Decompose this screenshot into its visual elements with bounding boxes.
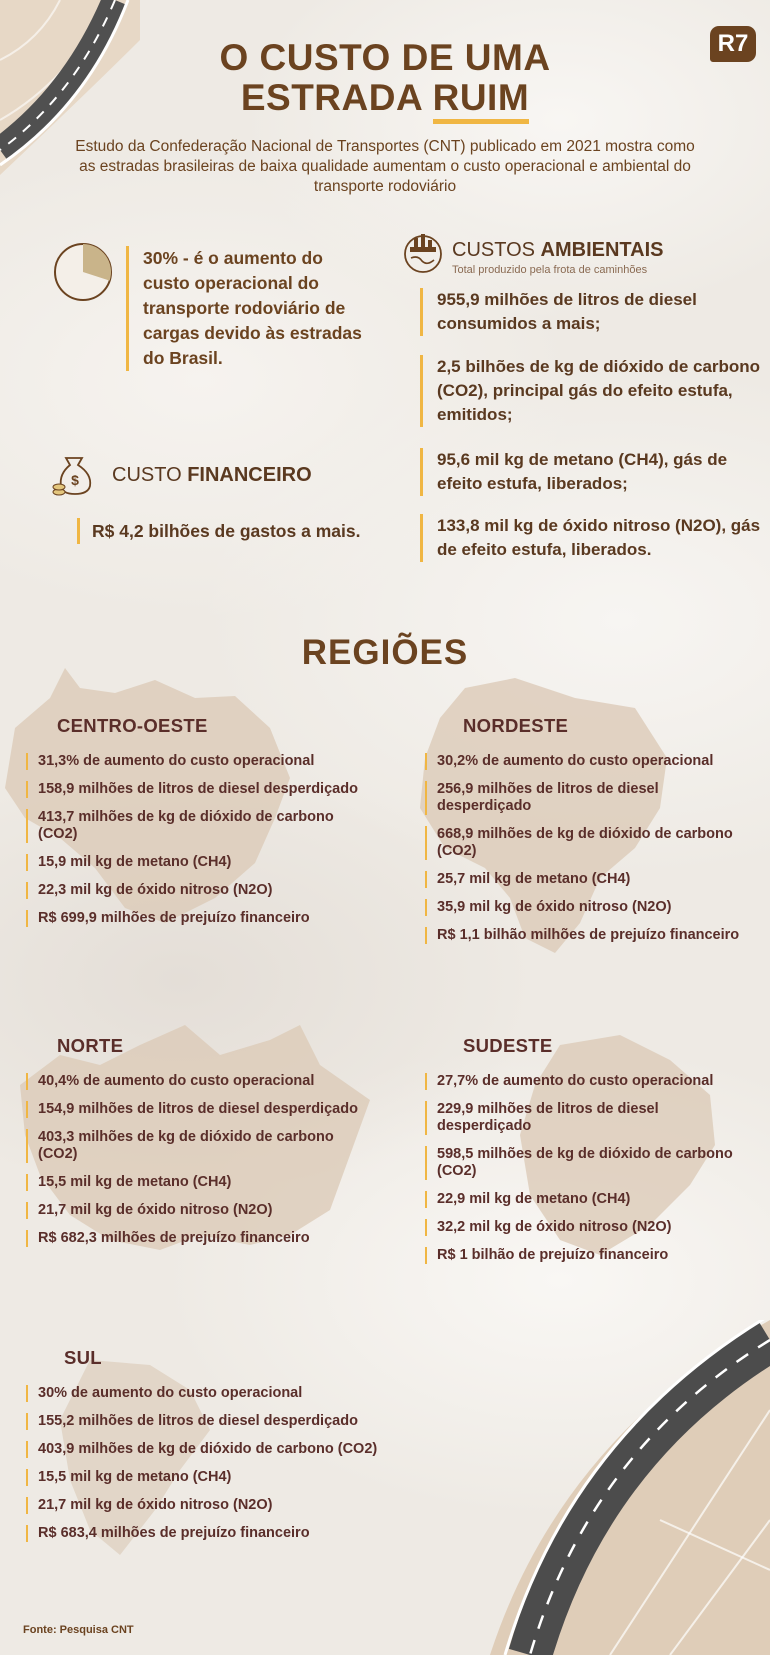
region-item: 22,3 mil kg de óxido nitroso (N2O) bbox=[26, 882, 376, 899]
title-line-2-text: ESTRADA bbox=[240, 77, 433, 118]
region-heading-sul bbox=[64, 1347, 102, 1369]
region-item: R$ 683,4 milhões de prejuízo financeiro bbox=[26, 1525, 446, 1542]
money-bag-icon bbox=[52, 452, 98, 498]
region-item: 403,9 milhões de kg de dióxido de carbono (CO2) bbox=[26, 1441, 446, 1458]
region-item: 25,7 mil kg de metano (CH4) bbox=[425, 871, 755, 888]
ambientais-subheading: Total produzido pela frota de caminhões bbox=[452, 264, 648, 276]
title-line-1: O CUSTO DE UMA bbox=[219, 37, 551, 78]
ambiental-item: 133,8 mil kg de óxido nitroso (N2O), gás de efeito estufa, liberados. bbox=[420, 514, 767, 562]
region-item: 598,5 milhões de kg de dióxido de carbono (CO2) bbox=[425, 1146, 755, 1180]
ambiental-item: 95,6 mil kg de metano (CH4), gás de efeito estufa, liberados; bbox=[420, 448, 767, 496]
region-heading-nordeste bbox=[463, 715, 568, 737]
region-item: 229,9 milhões de litros de diesel desperdiçado bbox=[425, 1101, 755, 1135]
region-list-centro-oeste bbox=[26, 753, 376, 938]
page-title bbox=[0, 38, 770, 118]
region-list-sul bbox=[26, 1385, 446, 1553]
region-item: 32,2 mil kg de óxido nitroso (N2O) bbox=[425, 1219, 755, 1236]
financeiro-heading bbox=[112, 464, 312, 487]
source-note: Fonte: Pesquisa CNT bbox=[23, 1624, 134, 1636]
region-list-sudeste bbox=[425, 1073, 755, 1275]
region-item: 27,7% de aumento do custo operacional bbox=[425, 1073, 755, 1090]
region-item: 35,9 mil kg de óxido nitroso (N2O) bbox=[425, 899, 755, 916]
percentage-pie-icon bbox=[52, 241, 114, 303]
region-heading-sudeste bbox=[463, 1035, 552, 1057]
title-line-2 bbox=[0, 78, 770, 118]
region-item: 30% de aumento do custo operacional bbox=[26, 1385, 446, 1402]
region-item: 155,2 milhões de litros de diesel desperdiçado bbox=[26, 1413, 446, 1430]
title-highlight-word: RUIM bbox=[433, 77, 530, 124]
region-list-norte bbox=[26, 1073, 376, 1258]
region-item: 403,3 milhões de kg de dióxido de carbono (CO2) bbox=[26, 1129, 376, 1163]
region-item: 40,4% de aumento do custo operacional bbox=[26, 1073, 376, 1090]
ambiental-item: 955,9 milhões de litros de diesel consumidos a mais; bbox=[420, 288, 767, 336]
region-name: CENTRO-OESTE bbox=[57, 715, 208, 736]
operational-cost-text: 30% - é o aumento do custo operacional do transporte rodoviário de cargas devido às estradas do Brasil. bbox=[126, 246, 363, 371]
region-item: 21,7 mil kg de óxido nitroso (N2O) bbox=[26, 1202, 376, 1219]
region-heading-centro-oeste bbox=[57, 715, 208, 737]
financeiro-heading-plain: CUSTO bbox=[112, 464, 188, 486]
region-item: 15,5 mil kg de metano (CH4) bbox=[26, 1174, 376, 1191]
region-name: NORDESTE bbox=[463, 715, 569, 736]
region-name: NORTE bbox=[57, 1035, 124, 1056]
financeiro-item: R$ 4,2 bilhões de gastos a mais. bbox=[77, 518, 360, 544]
region-heading-norte bbox=[57, 1035, 123, 1057]
region-item: 15,5 mil kg de metano (CH4) bbox=[26, 1469, 446, 1486]
region-item: R$ 1 bilhão de prejuízo financeiro bbox=[425, 1247, 755, 1264]
ambiental-item: 2,5 bilhões de kg de dióxido de carbono (CO2), principal gás do efeito estufa, emitidos; bbox=[420, 355, 767, 427]
ambientais-heading-bold: AMBIENTAIS bbox=[540, 239, 664, 261]
ambientais-heading-plain: CUSTOS bbox=[452, 239, 541, 261]
region-item: 22,9 mil kg de metano (CH4) bbox=[425, 1191, 755, 1208]
region-name: SUDESTE bbox=[463, 1035, 553, 1056]
regions-title: REGIÕES bbox=[301, 633, 469, 672]
page-subtitle: Estudo da Confederação Nacional de Transportes (CNT) publicado em 2021 mostra como as estradas brasileiras de baixa qualidade aumentam o custo operacional e ambiental do transporte rodoviário bbox=[75, 138, 695, 195]
region-name: SUL bbox=[64, 1347, 102, 1368]
region-item: R$ 682,3 milhões de prejuízo financeiro bbox=[26, 1230, 376, 1247]
region-item: 30,2% de aumento do custo operacional bbox=[425, 753, 755, 770]
region-item: 15,9 mil kg de metano (CH4) bbox=[26, 854, 376, 871]
region-item: 21,7 mil kg de óxido nitroso (N2O) bbox=[26, 1497, 446, 1514]
region-item: 413,7 milhões de kg de dióxido de carbono (CO2) bbox=[26, 809, 376, 843]
ambientais-heading bbox=[452, 239, 664, 262]
r7-logo: R7 bbox=[710, 26, 756, 62]
region-item: 668,9 milhões de kg de dióxido de carbono (CO2) bbox=[425, 826, 755, 860]
environment-icon bbox=[400, 228, 446, 274]
region-item: R$ 699,9 milhões de prejuízo financeiro bbox=[26, 910, 376, 927]
svg-text:$: $ bbox=[71, 472, 79, 488]
region-item: 31,3% de aumento do custo operacional bbox=[26, 753, 376, 770]
region-item: 158,9 milhões de litros de diesel desperdiçado bbox=[26, 781, 376, 798]
region-item: 256,9 milhões de litros de diesel desperdiçado bbox=[425, 781, 755, 815]
region-item: 154,9 milhões de litros de diesel desperdiçado bbox=[26, 1101, 376, 1118]
road-bottom-right-decoration bbox=[470, 1320, 770, 1655]
financeiro-heading-bold: FINANCEIRO bbox=[187, 464, 312, 486]
region-item: R$ 1,1 bilhão milhões de prejuízo financeiro bbox=[425, 927, 755, 944]
region-list-nordeste bbox=[425, 753, 755, 955]
